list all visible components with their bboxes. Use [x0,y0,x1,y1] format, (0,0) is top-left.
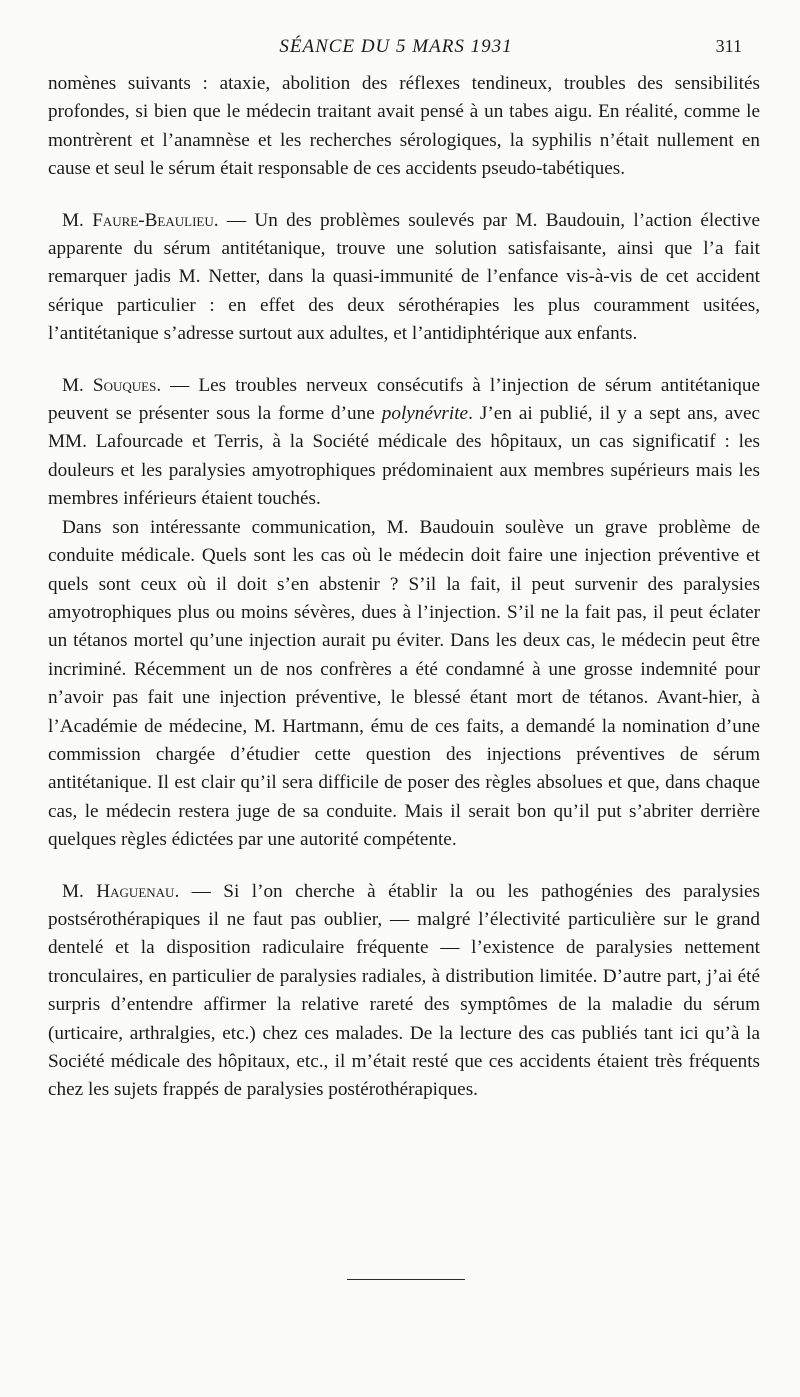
speaker-name: Faure-Beaulieu [92,209,214,231]
end-rule [347,1279,465,1280]
paragraph-haguenau [48,878,760,1105]
paragraph-souques [48,372,760,514]
page-body [48,70,760,1105]
speaker-name: Souques [92,374,157,396]
page-number: 311 [715,36,742,56]
paragraph-text: . J’en ai publié, il y a sept ans, avec MM. Lafourcade et Terris, à la Société médicale des hôpitaux, un cas significatif : les douleurs et les paralysies amyotrophiques prédominaient aux membres supérieurs mais les membres inférieurs étaient touchés. [48,403,760,510]
paragraph-continuation: nomènes suivants : ataxie, abolition des réflexes tendineux, troubles des sensibilités profondes, si bien que le médecin traitant avait pensé à un tabes aigu. En réalité, comme le montrèrent et l’anamnèse et les recherches sérologiques, la syphilis n’était nullement en cause et seul le sérum était responsable de ces accidents pseudo-tabétiques. [48,73,760,180]
page-header [50,36,742,64]
emphasis-term: polynévrite [381,403,469,425]
running-title: SÉANCE DU 5 MARS 1931 [279,36,513,57]
speaker-separator: . — [213,209,255,231]
speaker-separator: . — [156,374,199,396]
speaker-prefix: M. [62,209,93,231]
paragraph-souques-continued: Dans son intéressante communication, M. Baudouin soulève un grave problème de conduite médicale. Quels sont les cas où le médecin doit faire une injection préventive et quels sont ceux où il doit s’en abstenir ? S’il la fait, il peut survenir des paralysies amyotrophiques plus ou moins sévères, dues à l’injection. S’il ne la fait pas, il peut éclater un tétanos mortel qu’une injection aurait pu éviter. Dans les deux cas, le médecin peut être incriminé. Récemment un de nos confrères a été condamné à une grosse indemnité pour n’avoir pas fait une injection préventive, le blessé étant mort de tétanos. Avant-hier, à l’Académie de médecine, M. Hartmann, ému de ces faits, a demandé la nomination d’une commission chargée d’étudier cette question des injections préventives de sérum antitétanique. Il est clair qu’il sera difficile de poser des règles absolues et que, dans chaque cas, le médecin restera juge de sa conduite. Mais il serait bon qu’il put s’abriter derrière quelques règles édictées par une autorité compétente. [48,516,760,851]
paragraph-faure-beaulieu [48,207,760,349]
paragraph-text: Un des problèmes soulevés par M. Baudouin, l’action élective apparente du sérum antitétanique, trouve une solution satisfaisante, ainsi que l’a fait remarquer jadis M. Netter, dans la quasi-immunité de l’enfance vis-à-vis de cet accident sérique particulier : en effet des deux sérothérapies les plus couramment usitées, l’antitétanique s’adresse surtout aux adultes, et l’antidiphtérique aux enfants. [48,209,761,345]
speaker-prefix: M. [62,374,93,396]
paragraph-text: Si l’on cherche à établir la ou les pathogénies des paralysies postsérothérapiques il ne faut pas oublier, — malgré l’électivité particulière sur le grand dentelé et la disposition radiculaire fréquente — l’existence de paralysies nettement tronculaires, en particulier de paralysies radiales, à distribution limitée. D’autre part, j’ai été surpris d’entendre affirmer la relative rareté des symptômes de la maladie du sérum (urticaire, arthralgies, etc.) chez ces malades. De la lecture des cas publiés tant ici qu’à la Société médicale des hôpitaux, etc., il m’était resté que ces accidents étaient très fréquents chez les sujets frappés de paralysies postérothérapiques. [48,880,761,1101]
paragraph-text: Les troubles nerveux consécutifs à l’injection de sérum antitétanique peuvent se présenter sous la forme d’une [48,374,761,425]
speaker-separator: . — [174,880,224,902]
speaker-name: Haguenau [96,880,175,902]
speaker-prefix: M. [62,880,97,902]
